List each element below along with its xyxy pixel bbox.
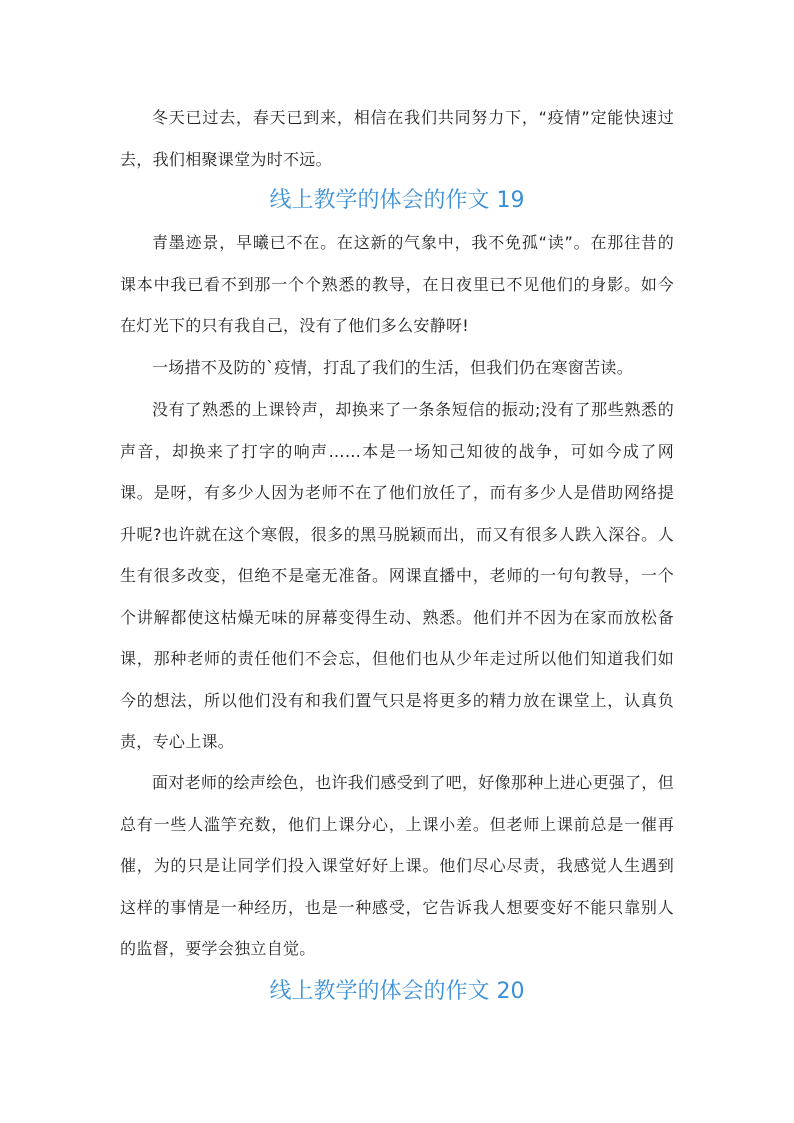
section-heading: 线上教学的体会的作文 19 bbox=[269, 188, 525, 213]
section-heading: 线上教学的体会的作文 20 bbox=[269, 979, 525, 1004]
paragraph: 没有了熟悉的上课铃声，却换来了一条条短信的振动;没有了那些熟悉的声音，却换来了打字的响声……本是一场知己知彼的战争，可如今成了网课。是呀，有多少人因为老师不在了他们放任了，而有多少人是借助网络提升呢?也许就在这个寒假，很多的黑马脱颖而出，而又有很多人跌入深谷。人生有很多改变，但绝不是毫无准备。网课直播中，老师的一句句教导，一个个讲解都使这枯燥无味的屏幕变得生动、熟悉。他们并不因为在家而放松备课，那种老师的责任他们不会忘，但他们也从少年走过所以他们知道我们如今的想法，所以他们没有和我们置气只是将更多的精力放在课堂上，认真负责，专心上课。 bbox=[120, 400, 674, 751]
paragraph: 青墨迹景，早曦已不在。在这新的气象中，我不免孤“读”。在那往昔的课本中我已看不到那一个个熟悉的教导，在日夜里已不见他们的身影。如今在灯光下的只有我自己，没有了他们多么安静呀! bbox=[120, 233, 674, 335]
paragraph: 冬天已过去，春天已到来，相信在我们共同努力下，“疫情”定能快速过去，我们相聚课堂为时不远。 bbox=[120, 108, 674, 169]
paragraph: 一场措不及防的`疫情，打乱了我们的生活，但我们仍在寒窗苦读。 bbox=[152, 358, 634, 377]
paragraph: 面对老师的绘声绘色，也许我们感受到了吧，好像那种上进心更强了，但总有一些人滥竽充数，他们上课分心，上课小差。但老师上课前总是一催再催，为的只是让同学们投入课堂好好上课。他们尽心尽责，我感觉人生遇到这样的事情是一种经历，也是一种感受，它告诉我人想要变好不能只靠别人的监督，要学会独立自觉。 bbox=[120, 773, 674, 958]
